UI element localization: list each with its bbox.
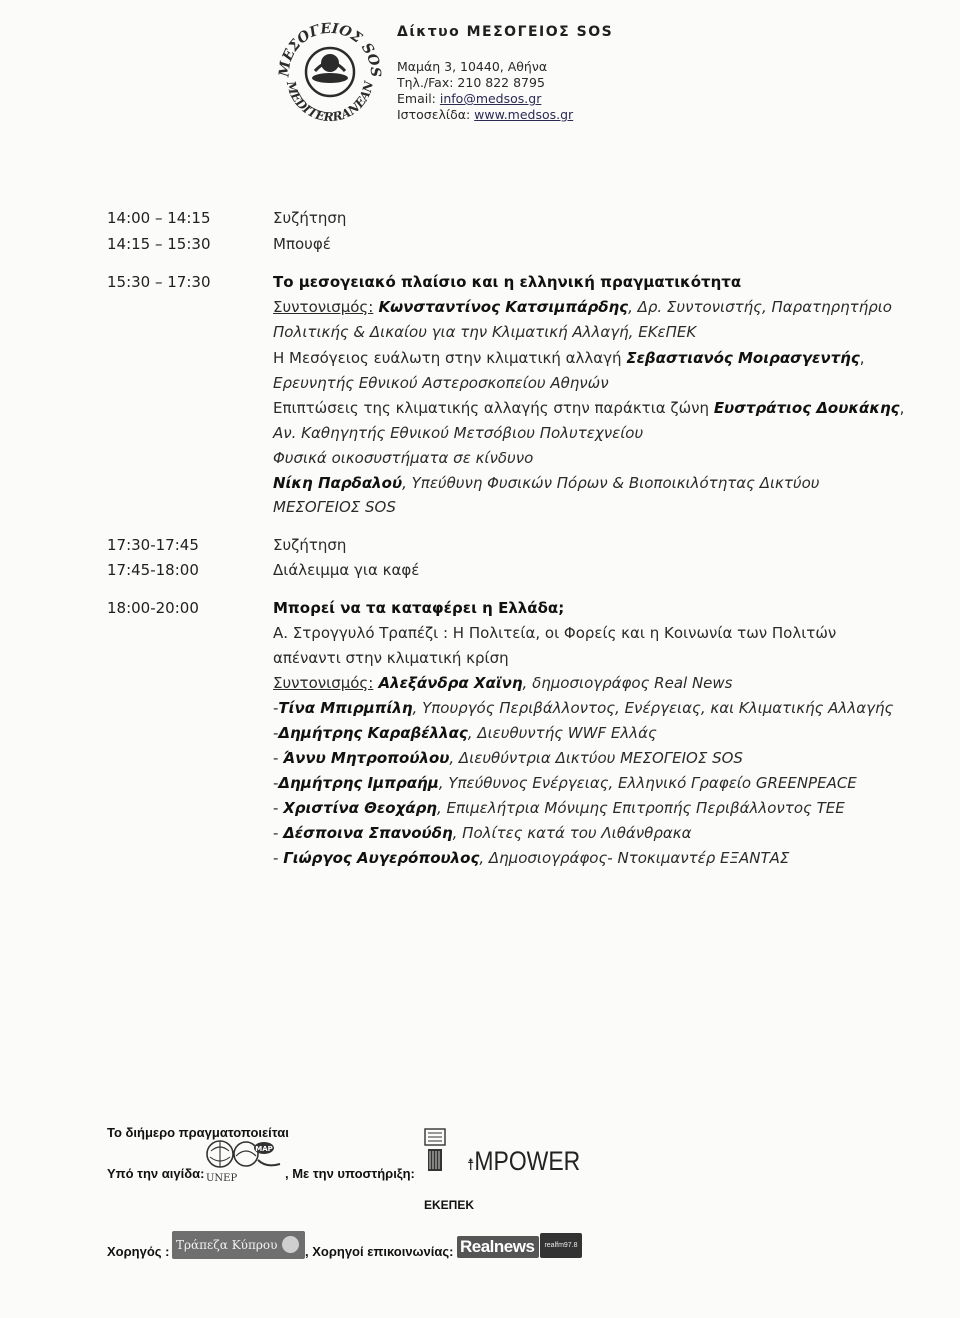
unep-map-logo bbox=[200, 1138, 285, 1184]
panelist-6-role: , Πολίτες κατά του Λιθάνθρακα bbox=[452, 824, 692, 842]
s6-coord-name: Αλεξάνδρα Χαϊνη bbox=[373, 674, 523, 692]
panelist-3-role: , Διευθύντρια Δικτύου ΜΕΣΟΓΕΙΟΣ SOS bbox=[449, 749, 743, 767]
panelist-4-name: Δημήτρης Ιμπραήμ bbox=[278, 774, 439, 792]
panelist-5-dash: - bbox=[273, 799, 284, 817]
s3-talk-1-role-text: Ερευνητής Εθνικού Αστεροσκοπείου Αθηνών bbox=[273, 374, 609, 392]
time-6: 18:00-20:00 bbox=[107, 599, 199, 617]
panelist-6-dash: - bbox=[273, 824, 284, 842]
s3-talk-3-role-b-text: ΜΕΣΟΓΕΙΟΣ SOS bbox=[273, 498, 396, 516]
session-1-title: Συζήτηση bbox=[273, 209, 347, 227]
panelist-6 bbox=[273, 824, 691, 842]
panelist-7 bbox=[273, 849, 789, 867]
s3-coord-role-a: , Δρ. Συντονιστής, Παρατηρητήριο bbox=[628, 298, 892, 316]
s3-talk-3-role: , Υπεύθυνη Φυσικών Πόρων & Βιοποικιλότητας Δικτύου bbox=[402, 474, 820, 492]
panelist-2-name: Δημήτρης Καραβέλλας bbox=[278, 724, 468, 742]
media-sponsors-label: , Χορηγοί επικοινωνίας: bbox=[305, 1244, 454, 1259]
time-2: 14:15 – 15:30 bbox=[107, 235, 211, 253]
panelist-7-role: , Δημοσιογράφος- Ντοκιμαντέρ ΕΞΑΝΤΑΣ bbox=[479, 849, 790, 867]
org-name: Δίκτυο ΜΕΣΟΓΕΙΟΣ SOS bbox=[397, 24, 614, 40]
s3-coord-label: Συντονισμός: bbox=[273, 298, 374, 316]
panelist-2 bbox=[273, 724, 657, 742]
svg-text:UNEP: UNEP bbox=[206, 1173, 238, 1184]
svg-text:ΜΕΣΟΓΕΙΟΣ SOS: ΜΕΣΟΓΕΙΟΣ SOS bbox=[276, 20, 384, 78]
ekepek-emblem-icon bbox=[422, 1127, 448, 1173]
s3-coord-role-b-text: Πολιτικής & Δικαίου για την Κλιματική Αλλαγή, ΕΚεΠΕΚ bbox=[273, 323, 697, 341]
session-4-title: Συζήτηση bbox=[273, 536, 347, 554]
s3-talk-3-speaker: Νίκη Παρδαλού bbox=[273, 474, 403, 492]
s3-talk-3-role-b bbox=[273, 498, 396, 516]
s3-talk-2-end: , bbox=[899, 399, 905, 417]
time-4: 17:30-17:45 bbox=[107, 536, 199, 554]
s3-talk-3 bbox=[273, 449, 533, 467]
s3-talk-2-speaker: Ευστράτιος Δουκάκης bbox=[713, 399, 900, 417]
panelist-2-dash: - bbox=[273, 724, 279, 742]
s3-talk-1-end: , bbox=[859, 349, 865, 367]
email-link[interactable]: info@medsos.gr bbox=[439, 91, 542, 106]
s3-talk-2-title: Επιπτώσεις της κλιματικής αλλαγής στην παράκτια ζώνη bbox=[273, 399, 714, 417]
email-line bbox=[397, 91, 541, 107]
panelist-5-name: Χριστίνα Θεοχάρη bbox=[283, 799, 437, 817]
website-link[interactable]: www.medsos.gr bbox=[474, 107, 574, 122]
mpower-text: MPOWER bbox=[474, 1146, 581, 1176]
panelist-4-role: , Υπεύθυνος Ενέργειας, Ελληνικό Γραφείο GREENPEACE bbox=[438, 774, 857, 792]
website-label: Ιστοσελίδα: bbox=[397, 107, 475, 122]
s3-talk-1-speaker: Σεβαστιανός Μοιρασγεντής bbox=[626, 349, 860, 367]
panelist-1-role: , Υπουργός Περιβάλλοντος, Ενέργειας, και Κλιματικής Αλλαγής bbox=[412, 699, 894, 717]
s3-talk-2 bbox=[273, 399, 904, 417]
s6-coordinator bbox=[273, 674, 733, 692]
auspices-label: Υπό την αιγίδα: bbox=[107, 1166, 205, 1181]
svg-text:MAP: MAP bbox=[255, 1145, 273, 1153]
time-1: 14:00 – 14:15 bbox=[107, 209, 211, 227]
panelist-1-dash: - bbox=[273, 699, 279, 717]
s6-coord-role: , δημοσιογράφος Real News bbox=[522, 674, 733, 692]
medsos-logo bbox=[275, 16, 385, 126]
email-label: Email: bbox=[397, 91, 440, 106]
realnews-logo: Realnews bbox=[457, 1236, 539, 1258]
s6-round-a: Α. Στρογγυλό Τραπέζι : Η Πολιτεία, οι Φορείς και η Κοινωνία των Πολιτών bbox=[273, 624, 837, 642]
s3-coord-role-b bbox=[273, 323, 696, 341]
panelist-1 bbox=[273, 699, 893, 717]
s3-talk-2-role bbox=[273, 424, 643, 442]
session-2-title: Μπουφέ bbox=[273, 235, 331, 253]
support-label: , Με την υποστήριξη: bbox=[285, 1166, 415, 1181]
session-5-title: Διάλειμμα για καφέ bbox=[273, 561, 420, 579]
panelist-1-name: Τίνα Μπιρμπίλη bbox=[278, 699, 413, 717]
s3-talk-2-role-text: Αν. Καθηγητής Εθνικού Μετσόβιου Πολυτεχνείου bbox=[273, 424, 644, 442]
panelist-2-role: , Διευθυντής WWF Ελλάς bbox=[467, 724, 657, 742]
realfm-logo: realfm97.8 bbox=[540, 1233, 582, 1258]
panelist-4 bbox=[273, 774, 857, 792]
phone: Τηλ./Fax: 210 822 8795 bbox=[397, 75, 545, 90]
s3-coord-name: Κωνσταντίνος Κατσιμπάρδης bbox=[373, 298, 629, 316]
panelist-3-name: Άννυ Μητροπούλου bbox=[283, 749, 450, 767]
panelist-5-role: , Επιμελήτρια Μόνιμης Επιτροπής Περιβάλλοντος ΤΕΕ bbox=[436, 799, 845, 817]
s6-round-b: απέναντι στην κλιματική κρίση bbox=[273, 649, 509, 667]
mpower-logo bbox=[467, 1146, 580, 1177]
s6-coord-label: Συντονισμός: bbox=[273, 674, 374, 692]
panelist-6-name: Δέσποινα Σπανούδη bbox=[283, 824, 453, 842]
bank-emblem-icon bbox=[282, 1236, 299, 1253]
bank-name: Τράπεζα Κύπρου bbox=[176, 1238, 278, 1252]
s3-talk-1-title: Η Μεσόγειος ευάλωτη στην κλιματική αλλαγή bbox=[273, 349, 627, 367]
address: Μαμάη 3, 10440, Αθήνα bbox=[397, 59, 548, 74]
bank-of-cyprus-logo bbox=[172, 1231, 305, 1259]
panelist-3-dash: - bbox=[273, 749, 284, 767]
s3-talk-3-title: Φυσικά οικοσυστήματα σε κίνδυνο bbox=[273, 449, 534, 467]
panelist-7-dash: - bbox=[273, 849, 284, 867]
sponsor-label: Χορηγός : bbox=[107, 1244, 170, 1259]
session-6-title: Μπορεί να τα καταφέρει η Ελλάδα; bbox=[273, 599, 565, 617]
s3-talk-1 bbox=[273, 349, 865, 367]
mpower-figure-icon: ☨ bbox=[467, 1157, 475, 1174]
s3-talk-3-speaker-line bbox=[273, 474, 819, 492]
time-3: 15:30 – 17:30 bbox=[107, 273, 211, 291]
organized-label: Το διήμερο πραγματοποιείται bbox=[107, 1125, 289, 1140]
svg-text:MEDITERRANEAN: MEDITERRANEAN bbox=[283, 79, 377, 125]
session-3-title: Το μεσογειακό πλαίσιο και η ελληνική πραγματικότητα bbox=[273, 273, 742, 291]
website-line bbox=[397, 107, 573, 123]
s3-talk-1-role bbox=[273, 374, 609, 392]
s3-coordinator bbox=[273, 298, 892, 316]
panelist-7-name: Γιώργος Αυγερόπουλος bbox=[283, 849, 480, 867]
panelist-3 bbox=[273, 749, 743, 767]
ekepek-label: ΕΚΕΠΕΚ bbox=[424, 1198, 475, 1212]
time-5: 17:45-18:00 bbox=[107, 561, 199, 579]
panelist-5 bbox=[273, 799, 845, 817]
panelist-4-dash: - bbox=[273, 774, 279, 792]
